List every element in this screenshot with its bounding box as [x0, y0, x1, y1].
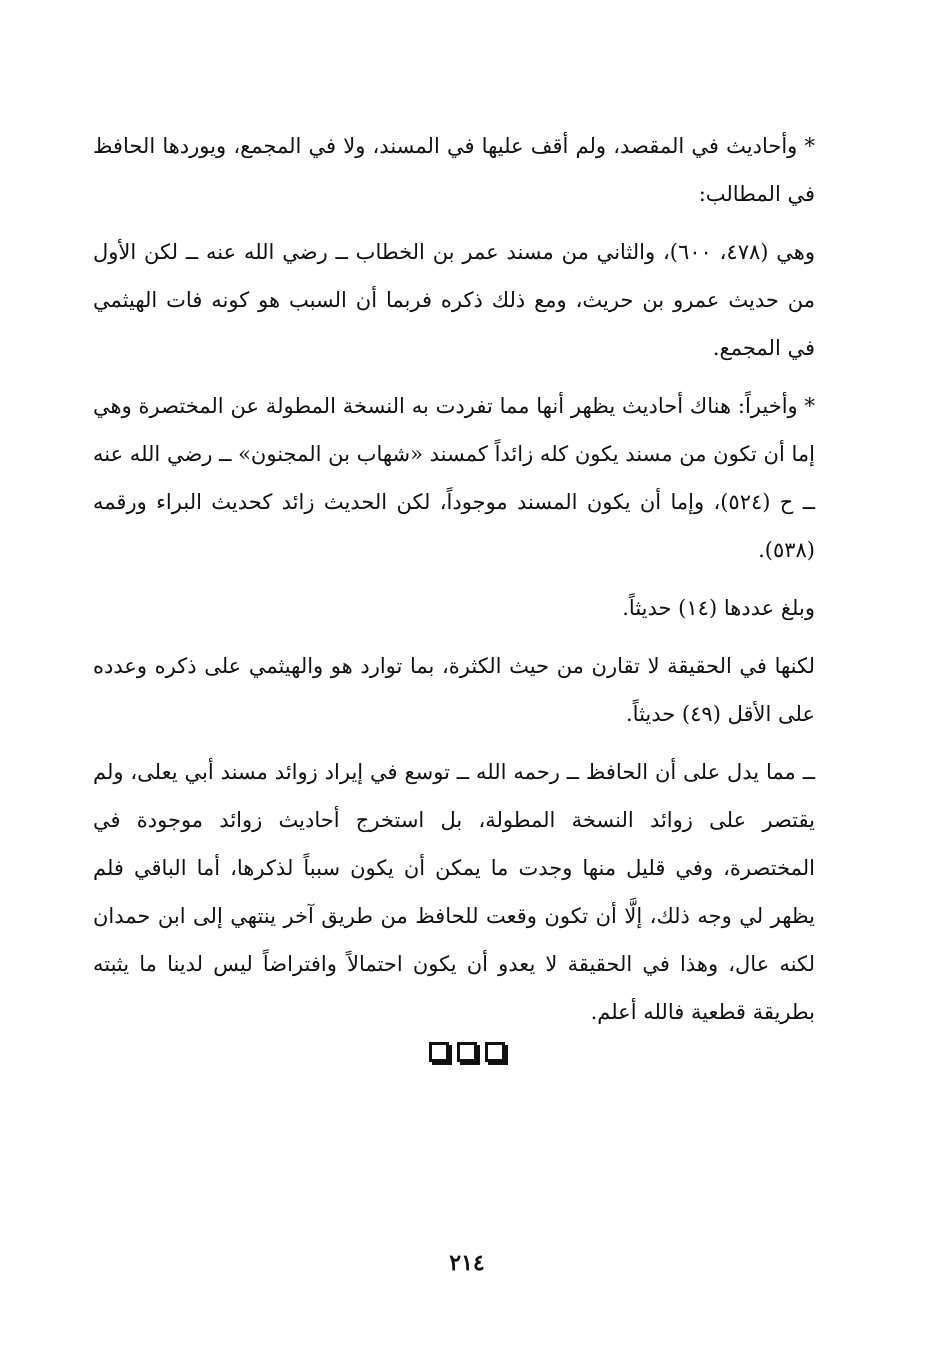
square-ornament-icon	[429, 1042, 449, 1062]
section-divider-ornament	[0, 1042, 934, 1062]
paragraph-conclusion: ــ مما يدل على أن الحافظ ــ رحمه الله ــ توسع في إيراد زوائد مسند أبي يعلى، ولم يقتصر على زوائد النسخة المطولة، بل استخرج أحاديث زوائد موجودة في المختصرة، وفي قليل منها وجدت ما يمكن أن يكون سبباً لذكرها، أما الباقي فلم يظهر لي وجه ذلك، إلَّا أن تكون وقعت للحافظ من طريق آخر ينتهي إلى ابن حمدان لكنه عال، وهذا في الحقيقة لا يعدو أن يكون احتمالاً وافتراضاً ليس لدينا ما يثبته بطريقة قطعية فالله أعلم.	[93, 760, 815, 1024]
square-ornament-icon	[485, 1042, 505, 1062]
paragraph-additional-hadiths: * وأحاديث في المقصد، ولم أقف عليها في المسند، ولا في المجمع، ويوردها الحافظ في المطالب:	[93, 134, 815, 206]
paragraph-comparison: لكنها في الحقيقة لا تقارن من حيث الكثرة، بما توارد هو والهيثمي على ذكره وعدده على الأقل (٤٩) حديثاً.	[93, 654, 815, 726]
page-number: ٢١٤	[449, 1250, 485, 1276]
square-ornament-icon	[457, 1042, 477, 1062]
paragraph-finally: * وأخيراً: هناك أحاديث يظهر أنها مما تفردت به النسخة المطولة عن المختصرة وهي إما أن تكون من مسند يكون كله زائداً كمسند «شهاب بن المجنون» ــ رضي الله عنه ــ ح (٥٢٤)، وإما أن يكون المسند موجوداً، لكن الحديث زائد كحديث البراء ورقمه (٥٣٨).	[93, 394, 816, 562]
paragraph-count-14: وبلغ عددها (١٤) حديثاً.	[622, 596, 815, 620]
body-text	[93, 122, 815, 1046]
paragraph-numbers-478-600: وهي (٤٧٨، ٦٠٠)، والثاني من مسند عمر بن الخطاب ــ رضي الله عنه ــ لكن الأول من حديث عمرو بن حريث، ومع ذلك ذكره فربما أن السبب هو كونه فات الهيثمي في المجمع.	[93, 240, 816, 360]
